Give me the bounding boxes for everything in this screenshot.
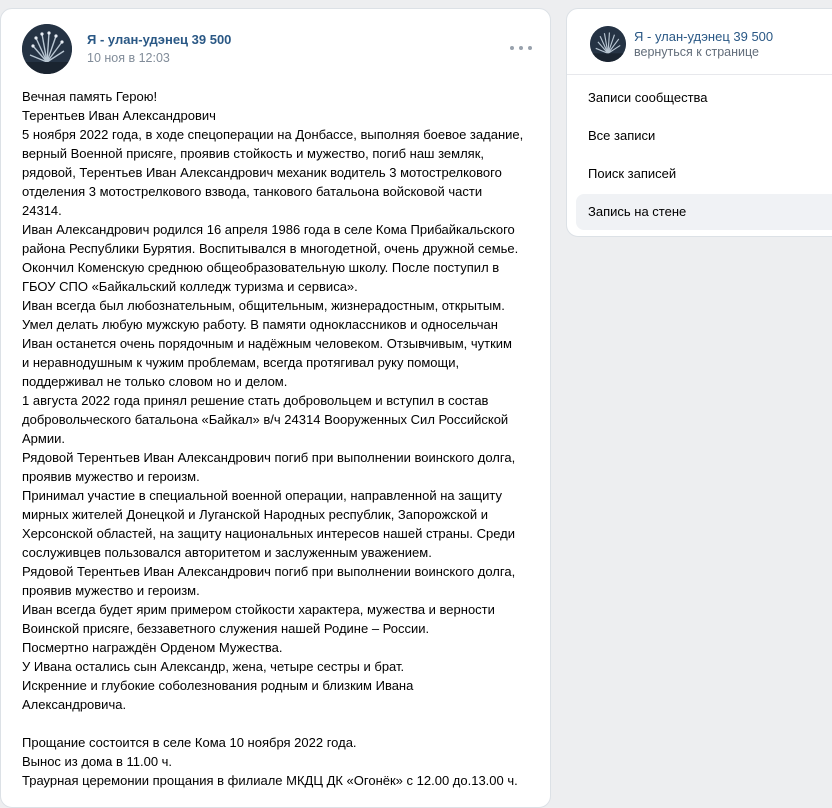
post-text-line: Херсонской областей, на защиту национальных интересов нашей страны. Среди	[22, 526, 516, 541]
post-text-line	[22, 714, 542, 733]
avatar-image-icon	[22, 24, 72, 74]
post-date-link[interactable]: 10 ноя в 12:03	[87, 51, 170, 65]
post-text-line: Траурная церемонии прощания в филиале МКДЦ ДК «Огонёк» с 12.00 до.13.00 ч.	[22, 773, 518, 788]
dot	[528, 46, 532, 50]
menu-item-all-posts[interactable]: Все записи	[588, 128, 656, 143]
post-text-line: Воинской присяге, беззаветного служения нашей Родине – России.	[22, 621, 430, 636]
post-text-line: Умел делать любую мужскую работу. В памяти одноклассников и односельчан	[22, 317, 498, 332]
post-text-line: проявив мужество и героизм.	[22, 469, 200, 484]
community-avatar[interactable]	[22, 24, 72, 74]
dot	[510, 46, 514, 50]
post-text-line: 24314.	[22, 203, 62, 218]
post-text-line: Александровича.	[22, 697, 127, 712]
post-text-line: Прощание состоится в селе Кома 10 ноября 2022 года.	[22, 735, 357, 750]
post-text-line: мирных жителей Донецкой и Луганской Народных республик, Запорожской и	[22, 507, 488, 522]
post-text-line: 5 ноября 2022 года, в ходе спецоперации на Донбассе, выполняя боевое задание,	[22, 127, 524, 142]
avatar-image-icon	[590, 26, 626, 62]
post-text-line: и неравнодушным к чужим проблемам, всегда протягивал руку помощи,	[22, 355, 460, 370]
divider	[567, 74, 832, 75]
more-dots-icon[interactable]	[510, 41, 532, 55]
post-text-line: У Ивана остались сын Александр, жена, четыре сестры и брат.	[22, 659, 405, 674]
menu-item-wall-post[interactable]: Запись на стене	[576, 194, 832, 230]
post-text-line: района Республики Бурятия. Воспитывался в многодетной, очень дружной семье.	[22, 241, 519, 256]
post-text-line: Иван Александрович родился 16 апреля 1986 года в селе Кома Прибайкальского	[22, 222, 515, 237]
post-text-line: 1 августа 2022 года принял решение стать добровольцем и вступил в состав	[22, 393, 489, 408]
post-text-line: Иван всегда был любознательным, общительным, жизнерадостным, открытым.	[22, 298, 505, 313]
post-text-line: Принимал участие в специальной военной операции, направленной на защиту	[22, 488, 502, 503]
post-text-line: Окончил Коменскую среднюю общеобразовательную школу. После поступил в	[22, 260, 500, 275]
post-text	[22, 87, 542, 790]
post-text-line: Вынос из дома в 11.00 ч.	[22, 754, 173, 769]
sidebar-community-avatar[interactable]	[590, 26, 626, 62]
post-text-line: поддерживал не только словом но и делом.	[22, 374, 288, 389]
menu-item-search-posts[interactable]: Поиск записей	[588, 166, 677, 181]
post-text-line: Терентьев Иван Александрович	[22, 108, 216, 123]
menu-item-community-posts[interactable]: Записи сообщества	[588, 90, 708, 105]
post-text-line: Искренние и глубокие соболезнования родным и близким Ивана	[22, 678, 414, 693]
post-text-line: Иван всегда будет ярим примером стойкости характера, мужества и верности	[22, 602, 495, 617]
post-text-line: Рядовой Терентьев Иван Александрович погиб при выполнении воинского долга,	[22, 450, 516, 465]
post-text-line: сослуживцев пользовался авторитетом и заслуженным уважением.	[22, 545, 432, 560]
post-text-line: ГБОУ СПО «Байкальский колледж туризма и сервиса».	[22, 279, 358, 294]
post-text-line: отделения 3 мотострелкового взвода, танкового батальона войсковой части	[22, 184, 483, 199]
post-text-line: добровольческого батальона «Байкал» в/ч 24314 Вооруженных Сил Российской	[22, 412, 509, 427]
post-author-link[interactable]: Я - улан-удэнец 39 500	[87, 32, 232, 47]
post-text-line: Иван останется очень порядочным и надёжным человеком. Отзывчивым, чутким	[22, 336, 512, 351]
post-text-line: верный Военной присяге, проявив стойкость и мужество, погиб наш земляк,	[22, 146, 485, 161]
dot	[519, 46, 523, 50]
back-to-page-link[interactable]: вернуться к странице	[634, 45, 759, 59]
post-text-line: рядовой, Терентьев Иван Александрович механик водитель 3 мотострелкового	[22, 165, 502, 180]
post-text-line: Посмертно награждён Орденом Мужества.	[22, 640, 283, 655]
wall-post	[0, 8, 551, 808]
sidebar-community-name[interactable]: Я - улан-удэнец 39 500	[634, 29, 774, 44]
community-sidebar	[566, 8, 832, 237]
post-text-line: Рядовой Терентьев Иван Александрович погиб при выполнении воинского долга,	[22, 564, 516, 579]
post-text-line: проявив мужество и героизм.	[22, 583, 200, 598]
post-text-line: Вечная память Герою!	[22, 89, 158, 104]
post-text-line: Армии.	[22, 431, 65, 446]
